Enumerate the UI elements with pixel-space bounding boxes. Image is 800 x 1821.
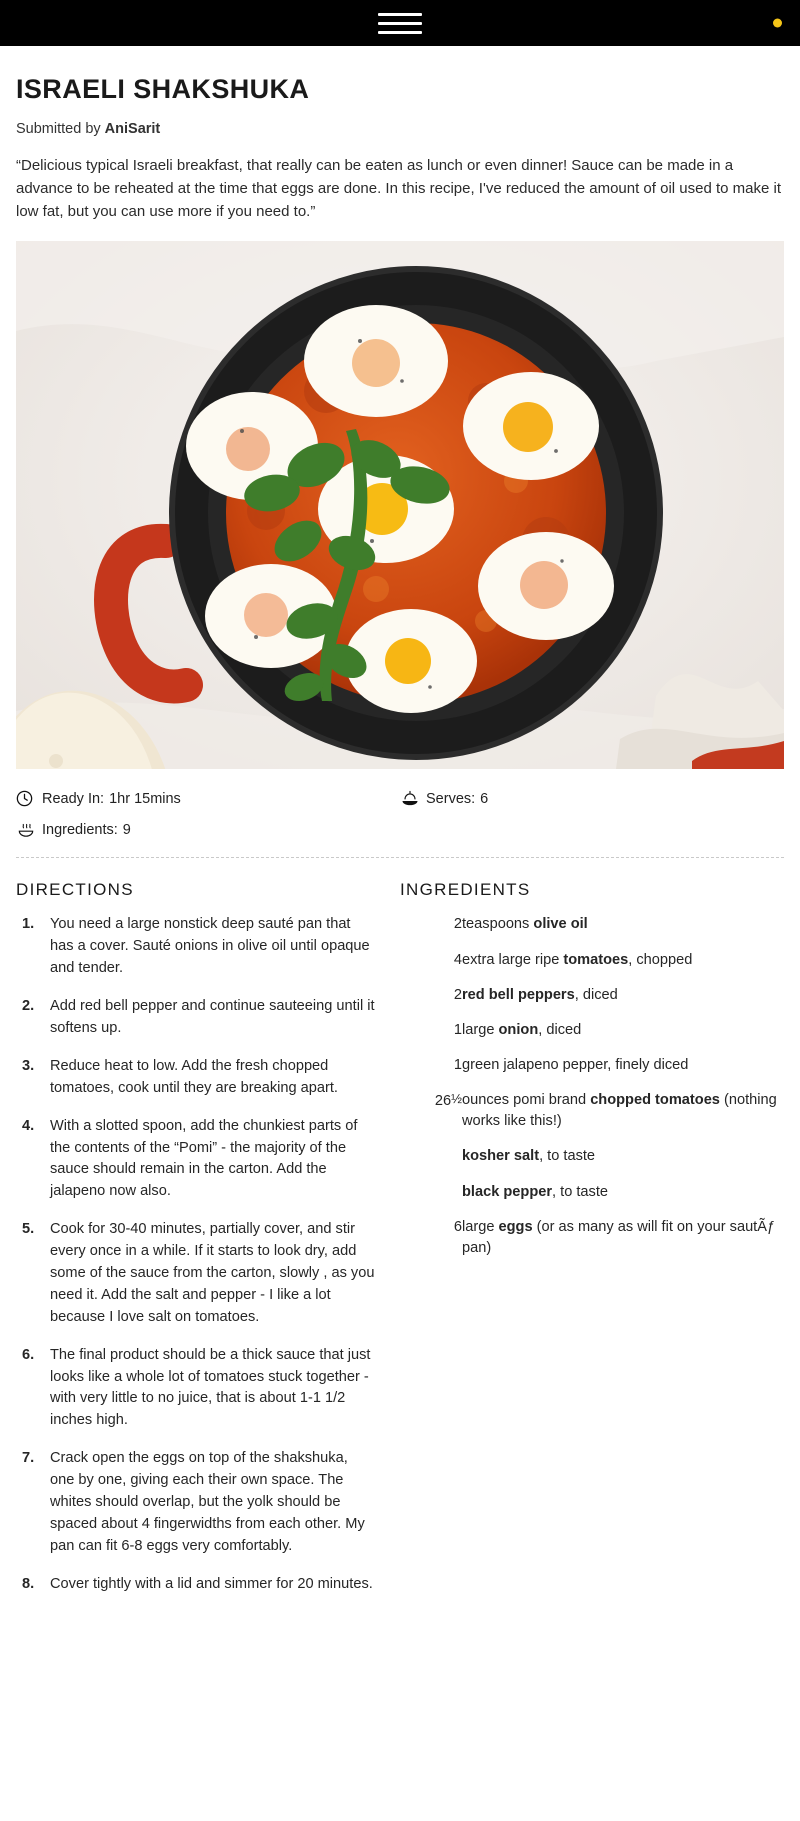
ingredient-text: extra large ripe tomatoes, chopped — [462, 951, 693, 968]
meta-ingredients-value: 9 — [122, 821, 131, 838]
ingredient-text: red bell peppers, diced — [462, 986, 618, 1003]
ingredient-text: teaspoons olive oil — [462, 916, 588, 933]
ingredient-name: chopped tomatoes — [590, 1092, 720, 1109]
ingredient-text: ounces pomi brand chopped tomatoes (nothing works like this!) — [462, 1092, 777, 1130]
direction-step: Cook for 30-40 minutes, partially cover, and stir every once in a while. If it starts to look dry, add some of the sauce from the carton, slowly , as you need it. Add the salt and pepper - I like a lot because I love salt on tomatoes. — [50, 1221, 375, 1325]
meta-serves-value: 6 — [480, 790, 489, 807]
direction-step: The final product should be a thick sauce that just looks like a whole lot of tomatoes stuck together - with very little to no juice, that is about 1-1 1/2 inches high. — [50, 1346, 371, 1429]
meta-serves-label: Serves: — [426, 790, 476, 807]
ingredient-text: kosher salt, to taste — [462, 1148, 596, 1165]
direction-step: Add red bell pepper and continue sauteeing until it softens up. — [50, 998, 375, 1036]
ingredient-row — [400, 1217, 784, 1273]
hamburger-line — [378, 13, 422, 16]
recipe-body — [16, 880, 784, 1641]
ingredient-name: olive oil — [533, 916, 588, 933]
meta-ready-in-value: 1hr 15mins — [109, 790, 181, 807]
ingredients-heading: INGREDIENTS — [400, 880, 531, 900]
directions-list — [16, 914, 376, 1595]
hamburger-line — [378, 31, 422, 34]
ingredient-row — [400, 914, 784, 949]
ingredient-name: tomatoes — [563, 951, 629, 968]
ingredient-name: black pepper — [462, 1183, 553, 1200]
hamburger-menu-icon[interactable] — [378, 8, 422, 38]
recipe-description: “Delicious typical Israeli breakfast, that really can be eaten as lunch or even dinner! Sauce can be made in a advance to be reheated at the time that eggs are done. In this recipe, I've reduced the amount of oil used to make it low fat, but you can use more if you need to.” — [16, 157, 782, 220]
ingredient-row — [400, 1090, 784, 1146]
shakshuka-illustration — [16, 241, 784, 769]
ingredient-text: large eggs (or as many as will fit on your sautÃƒ pan) — [462, 1218, 776, 1256]
ingredient-amount: 6 — [453, 1218, 462, 1235]
direction-step: Reduce heat to low. Add the fresh chopped tomatoes, cook until they are breaking apart. — [50, 1057, 338, 1096]
ingredient-amount: 2 — [453, 986, 462, 1003]
ingredient-row — [400, 985, 784, 1020]
ingredient-amount — [400, 1146, 462, 1181]
ingredient-row — [400, 950, 784, 985]
meta-ingredients — [16, 814, 400, 845]
ingredient-name: red bell peppers — [462, 986, 575, 1003]
ingredient-amount: 1 — [453, 1021, 462, 1038]
directions-column — [16, 880, 376, 1611]
direction-step: You need a large nonstick deep sauté pan that has a cover. Sauté onions in olive oil until opaque and tender. — [50, 916, 370, 977]
ingredient-name: kosher salt — [462, 1148, 540, 1165]
clock-icon — [16, 790, 42, 807]
serves-icon — [400, 790, 426, 807]
ingredient-fraction: ½ — [451, 1091, 462, 1107]
ingredient-amount: 4 — [453, 951, 462, 968]
ingredient-amount — [400, 1182, 462, 1217]
top-navigation-bar — [0, 0, 800, 46]
ingredients-icon — [16, 821, 42, 838]
ingredient-row — [400, 1182, 784, 1217]
ingredients-column — [400, 880, 784, 1611]
status-dot-icon — [773, 19, 782, 28]
submitted-by-label: Submitted by — [16, 121, 101, 137]
ingredient-text: black pepper, to taste — [462, 1183, 609, 1200]
section-divider — [16, 857, 784, 858]
ingredient-row — [400, 1020, 784, 1055]
recipe-photo — [16, 241, 784, 769]
meta-serves — [400, 783, 784, 814]
ingredient-row — [400, 1055, 784, 1090]
recipe-page — [0, 74, 800, 1642]
submitted-by — [16, 121, 784, 137]
ingredients-table — [400, 914, 784, 1273]
ingredient-name: onion — [498, 1021, 539, 1038]
direction-step: Cover tightly with a lid and simmer for 20 minutes. — [50, 1575, 373, 1592]
author-link[interactable]: AniSarit — [104, 121, 161, 137]
direction-step: With a slotted spoon, add the chunkiest parts of the contents of the “Pomi” - the majority of the sauce should remain in the carton. Add the jalapeno now also. — [50, 1117, 358, 1200]
page-title: ISRAELI SHAKSHUKA — [16, 74, 310, 104]
ingredient-name: eggs — [498, 1218, 533, 1235]
meta-ready-in — [16, 783, 400, 814]
direction-step: Crack open the eggs on top of the shakshuka, one by one, giving each their own space. The whites should overlap, but the yolk should be spaced about 4 fingerwidths from each other. My pan can fit 6-8 eggs very comfortably. — [50, 1450, 365, 1554]
ingredient-amount: 2 — [453, 916, 462, 933]
hamburger-line — [378, 22, 422, 25]
ingredient-amount: 1 — [453, 1057, 462, 1074]
directions-heading: DIRECTIONS — [16, 880, 134, 900]
meta-ingredients-label: Ingredients: — [42, 821, 118, 838]
ingredient-text: green jalapeno pepper, finely diced — [462, 1057, 689, 1074]
ingredient-row — [400, 1146, 784, 1181]
meta-ready-in-label: Ready In: — [42, 790, 105, 807]
ingredient-text: large onion, diced — [462, 1021, 582, 1038]
recipe-meta — [16, 783, 784, 845]
ingredient-amount: 26½ — [434, 1091, 462, 1110]
